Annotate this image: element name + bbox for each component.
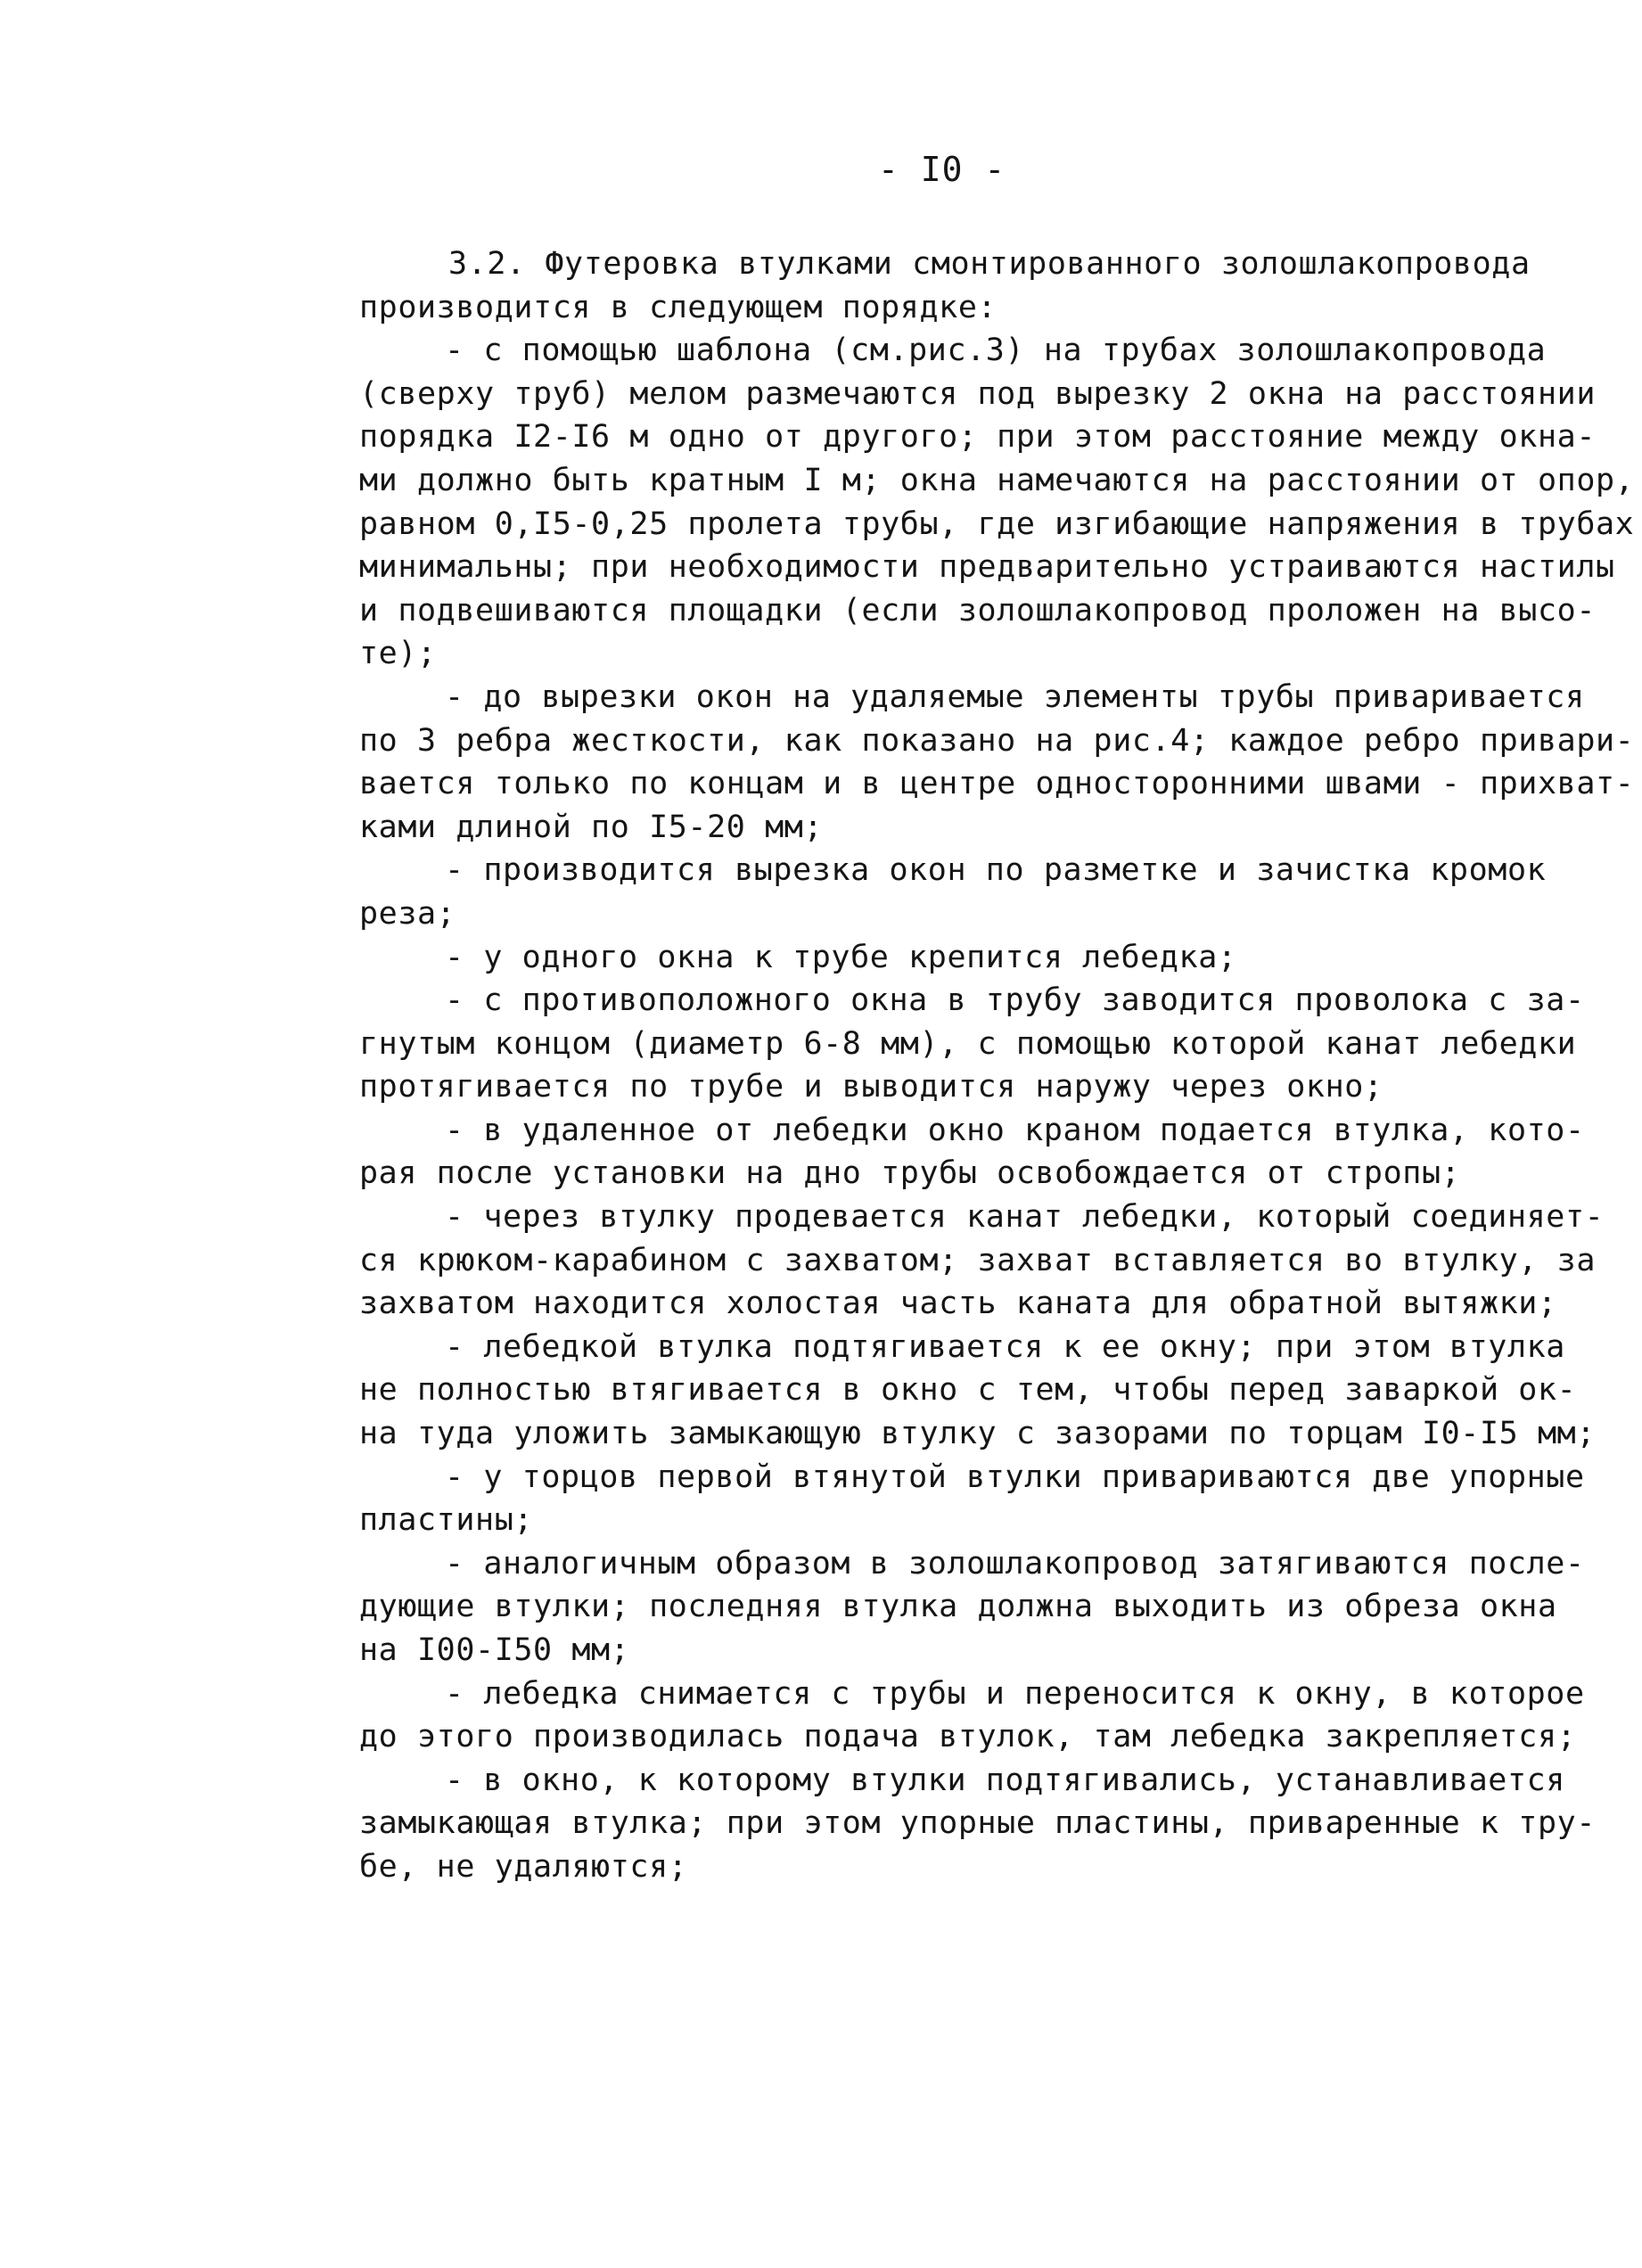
- text-line: гнутым концом (диаметр 6-8 мм), с помощью которой канат лебедки: [359, 1025, 1577, 1062]
- text-line: те);: [359, 636, 437, 672]
- text-line: - аналогичным образом в золошлакопровод затягиваются после-: [445, 1545, 1585, 1582]
- text-line: - у одного окна к трубе крепится лебедка;: [445, 939, 1237, 975]
- text-line: до этого производилась подача втулок, там лебедка закрепляется;: [359, 1719, 1577, 1755]
- text-line: - с противоположного окна в трубу заводится проволока с за-: [445, 982, 1585, 1019]
- text-line: - у торцов первой втянутой втулки привариваются две упорные: [445, 1459, 1585, 1495]
- text-line: производится в следующем порядке:: [359, 289, 998, 325]
- text-line: захватом находится холостая часть каната для обратной вытяжки;: [359, 1286, 1557, 1322]
- text-line: протягивается по трубе и выводится наружу через окно;: [359, 1069, 1383, 1105]
- text-line: - производится вырезка окон по разметке и зачистка кромок: [445, 852, 1547, 889]
- text-line: - в окно, к которому втулки подтягивались, устанавливается: [445, 1762, 1565, 1798]
- text-line: - через втулку продевается канат лебедки, который соединяет-: [445, 1199, 1605, 1236]
- text-line: равном 0,I5-0,25 пролета трубы, где изгибающие напряжения в трубах: [359, 505, 1635, 542]
- text-line: замыкающая втулка; при этом упорные пластины, приваренные к тру-: [359, 1805, 1596, 1842]
- text-line: дующие втулки; последняя втулка должна выходить из обреза окна: [359, 1589, 1557, 1625]
- page-number: - I0 -: [878, 150, 1006, 189]
- text-line: рая после установки на дно трубы освобождается от стропы;: [359, 1155, 1461, 1192]
- text-line: минимальны; при необходимости предварительно устраиваются настилы: [359, 549, 1615, 586]
- text-line: ся крюком-карабином с захватом; захват вставляется во втулку, за: [359, 1242, 1596, 1278]
- text-line: и подвешиваются площадки (если золошлакопровод проложен на высо-: [359, 592, 1596, 629]
- text-line: - лебедка снимается с трубы и переносится к окну, в которое: [445, 1675, 1585, 1712]
- text-line: (сверху труб) мелом размечаются под вырезку 2 окна на расстоянии: [359, 375, 1596, 412]
- body-text: [359, 242, 1635, 1889]
- text-line: на I00-I50 мм;: [359, 1632, 630, 1668]
- text-line: ми должно быть кратным I м; окна намечаются на расстоянии от опор,: [359, 462, 1635, 498]
- text-line: бе, не удаляются;: [359, 1848, 688, 1885]
- text-line: пластины;: [359, 1502, 534, 1539]
- text-line: - в удаленное от лебедки окно краном подается втулка, кото-: [445, 1112, 1585, 1148]
- text-line: по 3 ребра жесткости, как показано на рис.4; каждое ребро привари-: [359, 722, 1635, 759]
- text-line: порядка I2-I6 м одно от другого; при этом расстояние между окна-: [359, 419, 1596, 456]
- text-line: вается только по концам и в центре односторонними швами - прихват-: [359, 766, 1635, 802]
- text-line: 3.2. Футеровка втулками смонтированного золошлакопровода: [448, 246, 1531, 282]
- text-line: - лебедкой втулка подтягивается к ее окну; при этом втулка: [445, 1328, 1565, 1365]
- text-line: реза;: [359, 895, 456, 932]
- text-line: - с помощью шаблона (см.рис.3) на трубах золошлакопровода: [445, 333, 1547, 369]
- text-line: на туда уложить замыкающую втулку с зазорами по торцам I0-I5 мм;: [359, 1416, 1596, 1452]
- text-line: не полностью втягивается в окно с тем, чтобы перед заваркой ок-: [359, 1372, 1577, 1409]
- text-line: - до вырезки окон на удаляемые элементы трубы приваривается: [445, 678, 1585, 715]
- text-line: ками длиной по I5-20 мм;: [359, 809, 824, 845]
